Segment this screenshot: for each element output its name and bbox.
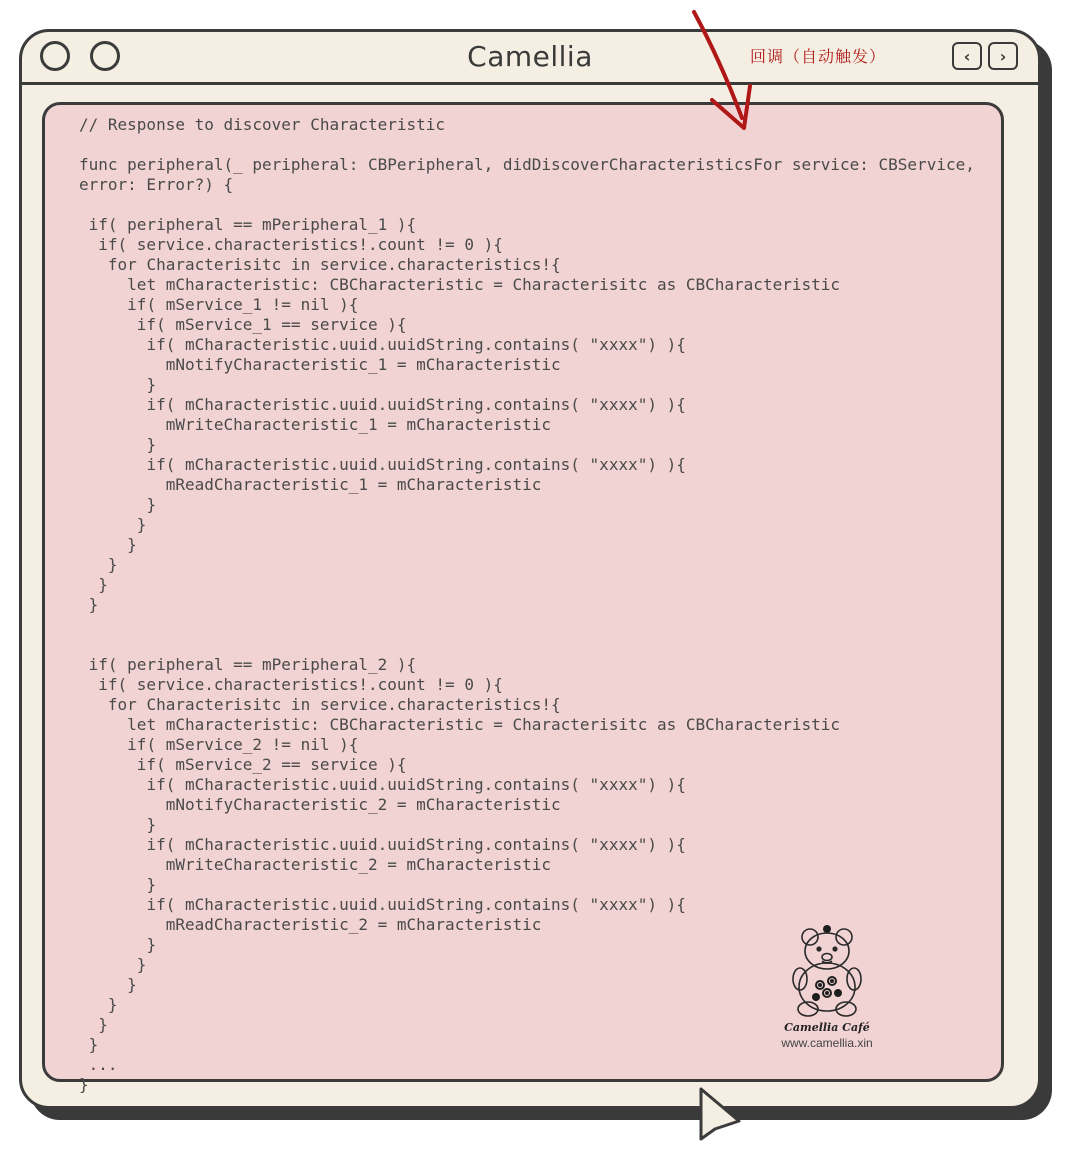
code-line: }	[79, 1015, 108, 1034]
callback-annotation: 回调（自动触发）	[750, 47, 887, 66]
code-line: }	[79, 535, 137, 554]
code-line: }	[79, 955, 147, 974]
forward-button[interactable]	[988, 42, 1018, 70]
code-line: }	[79, 375, 157, 394]
code-line: }	[79, 935, 157, 954]
code-line: if( mCharacteristic.uuid.uuidString.contains( "xxxx") ){	[79, 395, 686, 414]
code-line: if( mCharacteristic.uuid.uuidString.contains( "xxxx") ){	[79, 835, 686, 854]
code-line	[79, 615, 981, 635]
code-line: if( mService_1 != nil ){	[79, 295, 359, 314]
mouse-cursor-icon	[695, 1085, 745, 1145]
code-line: mNotifyCharacteristic_1 = mCharacteristic	[79, 355, 561, 374]
code-panel	[42, 102, 1004, 1094]
chevron-left-icon: ‹	[963, 46, 971, 66]
code-line: }	[79, 555, 118, 574]
code-line: let mCharacteristic: CBCharacteristic = Characterisitc as CBCharacteristic	[79, 275, 840, 294]
back-button[interactable]	[952, 42, 982, 70]
code-line: mWriteCharacteristic_1 = mCharacteristic	[79, 415, 552, 434]
logo-url[interactable]: www.camellia.xin	[781, 1036, 873, 1050]
code-line	[79, 135, 981, 155]
code-line: mNotifyCharacteristic_2 = mCharacteristic	[79, 795, 561, 814]
code-line: }	[79, 875, 157, 894]
code-line: if( mCharacteristic.uuid.uuidString.contains( "xxxx") ){	[79, 895, 686, 914]
code-line: if( mCharacteristic.uuid.uuidString.contains( "xxxx") ){	[79, 775, 686, 794]
code-line: mWriteCharacteristic_2 = mCharacteristic	[79, 855, 552, 874]
code-line: if( peripheral == mPeripheral_1 ){	[79, 215, 417, 234]
logo-caption: Camellia Café	[784, 1021, 870, 1034]
code-line: ...	[79, 1055, 118, 1074]
code-line: if( mCharacteristic.uuid.uuidString.contains( "xxxx") ){	[79, 455, 686, 474]
code-line: mReadCharacteristic_1 = mCharacteristic	[79, 475, 542, 494]
code-line: if( peripheral == mPeripheral_2 ){	[79, 655, 417, 674]
code-line: for Characterisitc in service.characteristics!{	[79, 695, 561, 714]
code-line: if( mService_1 == service ){	[79, 315, 407, 334]
code-line: }	[79, 815, 157, 834]
code-line: }	[79, 595, 99, 614]
code-line: }	[79, 1035, 99, 1054]
code-line: if( mService_2 == service ){	[79, 755, 407, 774]
title-bar	[22, 32, 1038, 85]
code-line: // Response to discover Characteristic	[79, 115, 446, 134]
app-window	[19, 29, 1041, 1109]
code-line: if( service.characteristics!.count != 0 ){	[79, 675, 503, 694]
code-line: if( service.characteristics!.count != 0 ){	[79, 235, 503, 254]
code-line: let mCharacteristic: CBCharacteristic = Characterisitc as CBCharacteristic	[79, 715, 840, 734]
code-line: if( mCharacteristic.uuid.uuidString.contains( "xxxx") ){	[79, 335, 686, 354]
code-line: for Characterisitc in service.characteristics!{	[79, 255, 561, 274]
code-line: }	[79, 495, 157, 514]
window-title: Camellia	[467, 40, 593, 73]
code-line: if( mService_2 != nil ){	[79, 735, 359, 754]
code-line: }	[79, 995, 118, 1014]
teddy-bear-icon	[782, 923, 872, 1019]
chevron-right-icon: ›	[999, 46, 1007, 66]
code-line	[79, 195, 981, 215]
code-line	[79, 635, 981, 655]
code-line: mReadCharacteristic_2 = mCharacteristic	[79, 915, 542, 934]
code-line: }	[79, 515, 147, 534]
code-line: func peripheral(_ peripheral: CBPeripheral, didDiscoverCharacteristicsFor service: CBService, error: Error?) {	[79, 155, 985, 194]
code-line: }	[79, 435, 157, 454]
code-line: }	[79, 975, 137, 994]
code-line: }	[79, 1075, 89, 1094]
brand-logo	[767, 923, 887, 1050]
code-line: }	[79, 575, 108, 594]
